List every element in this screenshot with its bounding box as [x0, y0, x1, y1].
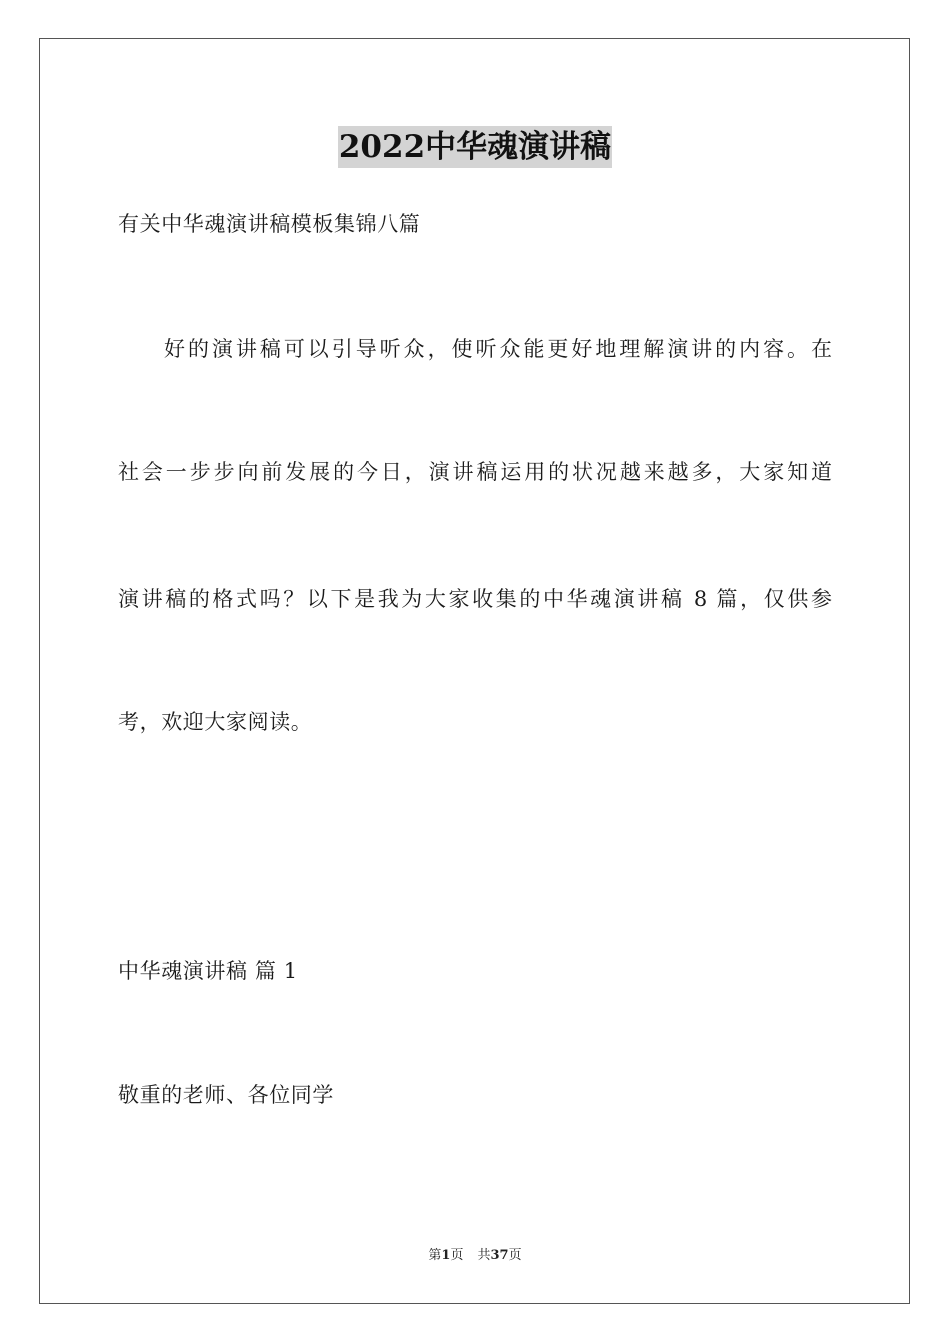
intro-line-1: 好的演讲稿可以引导听众，使听众能更好地理解演讲的内容。在 — [164, 337, 832, 361]
document-subtitle: 有关中华魂演讲稿模板集锦八篇 — [118, 212, 421, 236]
title-container — [0, 126, 950, 168]
page-prefix: 第 — [428, 1248, 442, 1263]
intro-line-2: 社会一步步向前发展的今日，演讲稿运用的状况越来越多，大家知道 — [118, 460, 832, 484]
intro-line-4: 考，欢迎大家阅读。 — [118, 710, 313, 734]
salutation: 敬重的老师、各位同学 — [118, 1083, 334, 1107]
total-suffix: 页 — [508, 1248, 522, 1263]
total-pages: 37 — [490, 1248, 509, 1263]
page-footer — [0, 1246, 950, 1266]
section-heading: 中华魂演讲稿 篇 1 — [118, 959, 298, 983]
page-suffix: 页 — [450, 1248, 464, 1263]
document-title: 2022中华魂演讲稿 — [338, 126, 612, 168]
total-prefix: 共 — [477, 1248, 491, 1263]
intro-line-3: 演讲稿的格式吗？以下是我为大家收集的中华魂演讲稿 8 篇，仅供参 — [118, 587, 832, 611]
page-number: 1 — [441, 1248, 451, 1263]
